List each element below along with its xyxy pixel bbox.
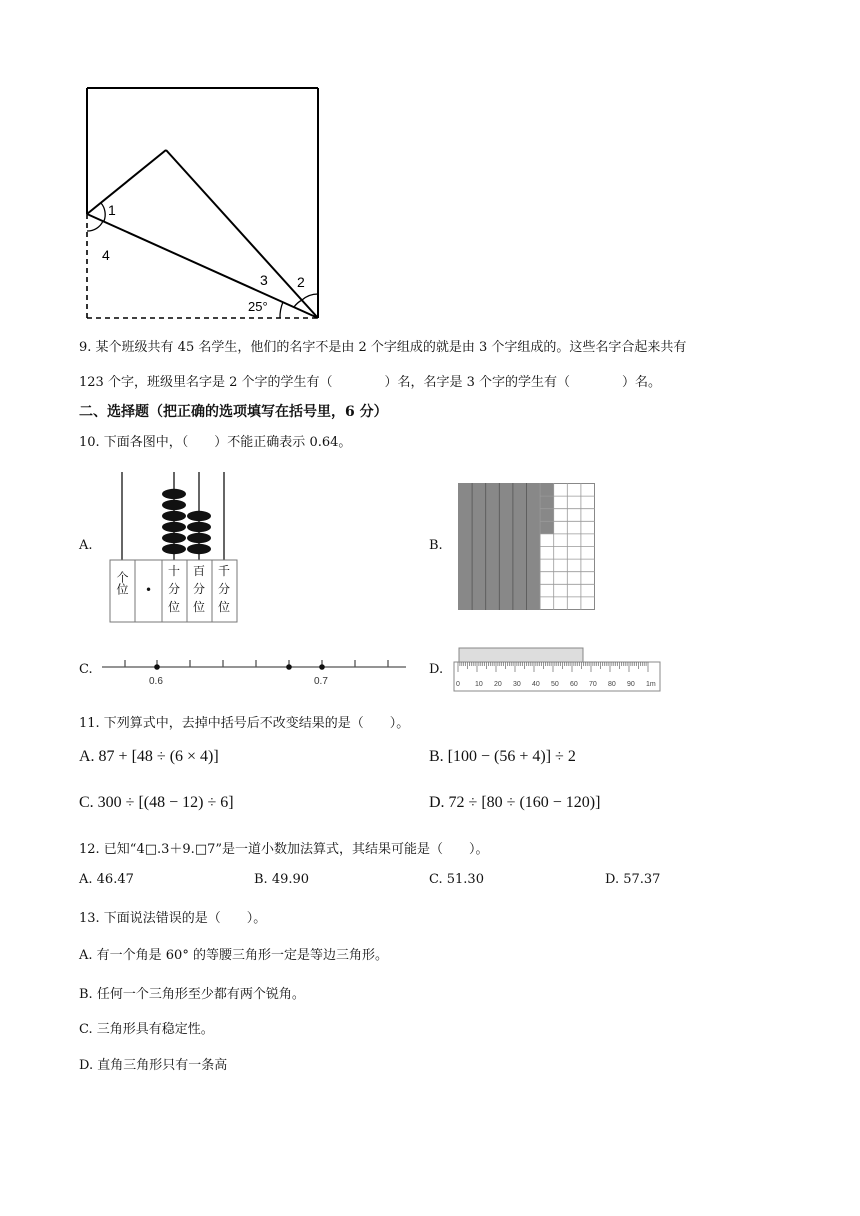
q12-option-c[interactable]: C. 51.30: [429, 872, 484, 887]
ruler-label: 1m: [646, 681, 656, 688]
q10-stem: 10. 下面各图中，（ ）不能正确表示 0.64。: [79, 435, 352, 450]
angle-3-label: 3: [260, 272, 268, 288]
abacus-thousandths-3: 位: [218, 600, 231, 614]
ruler-label: 90: [627, 681, 635, 688]
q12-option-b[interactable]: B. 49.90: [254, 872, 310, 887]
q12-option-d[interactable]: D. 57.37: [605, 872, 661, 887]
ruler-label: 20: [494, 681, 502, 688]
q11-option-a[interactable]: A. 87 + [48 ÷ (6 × 4)]: [79, 748, 219, 765]
abacus-decimal-point: •: [145, 583, 153, 597]
q10-option-c[interactable]: C.: [79, 662, 93, 677]
abacus-tenths-2: 分: [168, 582, 181, 596]
section-title: 二、选择题（把正确的选项填写在括号里，6 分）: [79, 404, 388, 420]
abacus-thousandths-1: 千: [218, 564, 231, 578]
ruler-figure: [452, 645, 662, 693]
number-line-figure: [100, 650, 410, 688]
abacus-hundredths-2: 分: [193, 582, 206, 596]
abacus-tenths-3: 位: [168, 600, 181, 614]
q11-option-d[interactable]: D. 72 ÷ [80 ÷ (160 − 120)]: [429, 794, 601, 811]
abacus-ones-label: 个位: [115, 571, 129, 595]
q12-option-a[interactable]: A. 46.47: [79, 872, 134, 887]
abacus-tenths-1: 十: [168, 564, 181, 578]
geometry-figure: [80, 80, 330, 325]
q13-option-b[interactable]: B. 任何一个三角形至少都有两个锐角。: [79, 987, 305, 1002]
angle-2-label: 2: [297, 274, 305, 290]
abacus-hundredths-3: 位: [193, 600, 206, 614]
angle-25-label: 25°: [248, 299, 268, 314]
q11-stem: 11. 下列算式中，去掉中括号后不改变结果的是（ ）。: [79, 716, 410, 731]
q9-line1: 9. 某个班级共有 45 名学生，他们的名字不是由 2 个字组成的就是由 3 个字组成的。这些名字合起来共有: [79, 340, 687, 355]
ruler-label: 50: [551, 681, 559, 688]
angle-4-label: 4: [102, 247, 110, 263]
q10-option-a[interactable]: A.: [79, 538, 93, 553]
ruler-label: 30: [513, 681, 521, 688]
number-line-label-0.7: 0.7: [314, 676, 328, 687]
abacus-hundredths-1: 百: [193, 564, 206, 578]
ruler-label: 60: [570, 681, 578, 688]
q13-option-a[interactable]: A. 有一个角是 60° 的等腰三角形一定是等边三角形。: [79, 948, 388, 963]
q13-option-c[interactable]: C. 三角形具有稳定性。: [79, 1022, 214, 1037]
q13-option-d[interactable]: D. 直角三角形只有一条高: [79, 1058, 228, 1073]
abacus-thousandths-2: 分: [218, 582, 231, 596]
q10-option-d[interactable]: D.: [429, 662, 444, 677]
q11-option-c[interactable]: C. 300 ÷ [(48 − 12) ÷ 6]: [79, 794, 234, 811]
ruler-label: 80: [608, 681, 616, 688]
q10-option-b[interactable]: B.: [429, 538, 443, 553]
q9-line2: 123 个字，班级里名字是 2 个字的学生有（ ）名，名字是 3 个字的学生有（ ）名。: [79, 375, 662, 390]
angle-1-label: 1: [108, 202, 116, 218]
q13-stem: 13. 下面说法错误的是（ ）。: [79, 911, 267, 926]
ruler-label: 0: [456, 681, 460, 688]
ruler-label: 10: [475, 681, 483, 688]
hundred-grid-figure: [458, 483, 596, 611]
ruler-label: 40: [532, 681, 540, 688]
q11-option-b[interactable]: B. [100 − (56 + 4)] ÷ 2: [429, 748, 576, 765]
ruler-label: 70: [589, 681, 597, 688]
q12-stem: 12. 已知“4□.3＋9.□7”是一道小数加法算式，其结果可能是（ ）。: [79, 842, 489, 857]
number-line-label-0.6: 0.6: [149, 676, 163, 687]
